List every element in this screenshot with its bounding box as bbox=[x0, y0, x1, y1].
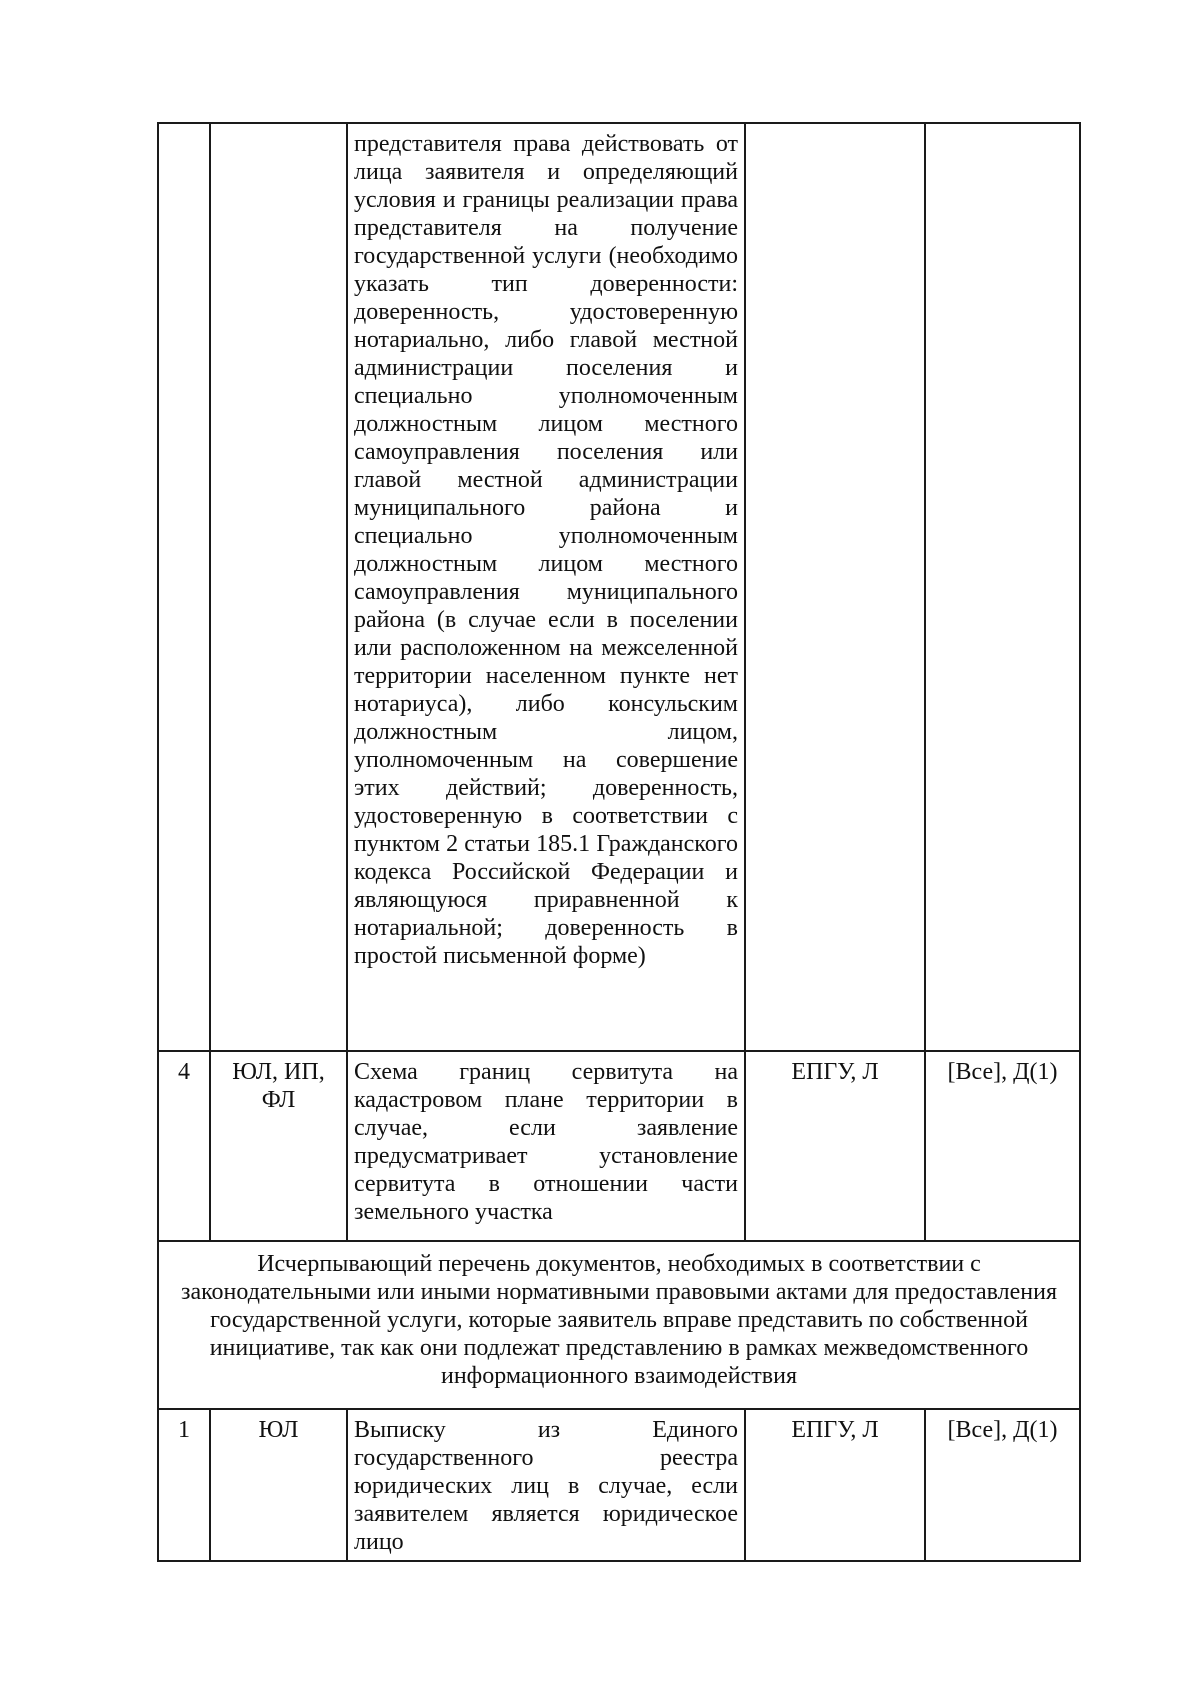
variants-cell bbox=[925, 123, 1080, 1051]
table-row bbox=[158, 123, 1080, 1051]
section-heading: Исчерпывающий перечень документов, необходимых в соответствии с законодательными или иными нормативными правовыми актами для предоставления государственной услуги, которые заявитель вправе представить по собственной инициативе, так как они подлежат представлению в рамках межведомственного информационного взаимодействия bbox=[158, 1241, 1080, 1409]
variants-cell: [Все], Д(1) bbox=[925, 1051, 1080, 1241]
table-row bbox=[158, 1409, 1080, 1561]
variants-cell: [Все], Д(1) bbox=[925, 1409, 1080, 1561]
document-description-cell: представителя права действовать от лица заявителя и определяющий условия и границы реализации права представителя на получение государственной услуги (необходимо указать тип доверенности: доверенность, удостоверенную нотариально, либо главой местной администрации поселения и специально уполномоченным должностным лицом местного самоуправления поселения или главой местной администрации муниципального района и специально уполномоченным должностным лицом местного самоуправления муниципального района (в случае если в поселении или расположенном на межселенной территории населенном пункте нет нотариуса), либо консульским должностным лицом, уполномоченным на совершение этих действий; доверенность, удостоверенную в соответствии с пунктом 2 статьи 185.1 Гражданского кодекса Российской Федерации и являющуюся приравненной к нотариальной; доверенность в простой письменной форме) bbox=[347, 123, 745, 1051]
documents-table bbox=[157, 122, 1081, 1562]
row-number-cell: 1 bbox=[158, 1409, 210, 1561]
row-number-cell: 4 bbox=[158, 1051, 210, 1241]
applicant-cell: ЮЛ, ИП, ФЛ bbox=[210, 1051, 347, 1241]
applicant-cell: ЮЛ bbox=[210, 1409, 347, 1561]
row-number-cell bbox=[158, 123, 210, 1051]
channel-cell bbox=[745, 123, 925, 1051]
table-row bbox=[158, 1051, 1080, 1241]
document-description-cell: Выписку из Единого государственного реестра юридических лиц в случае, если заявителем является юридическое лицо bbox=[347, 1409, 745, 1561]
channel-cell: ЕПГУ, Л bbox=[745, 1409, 925, 1561]
section-heading-row bbox=[158, 1241, 1080, 1409]
channel-cell: ЕПГУ, Л bbox=[745, 1051, 925, 1241]
document-description-cell: Схема границ сервитута на кадастровом плане территории в случае, если заявление предусматривает установление сервитута в отношении части земельного участка bbox=[347, 1051, 745, 1241]
applicant-cell bbox=[210, 123, 347, 1051]
